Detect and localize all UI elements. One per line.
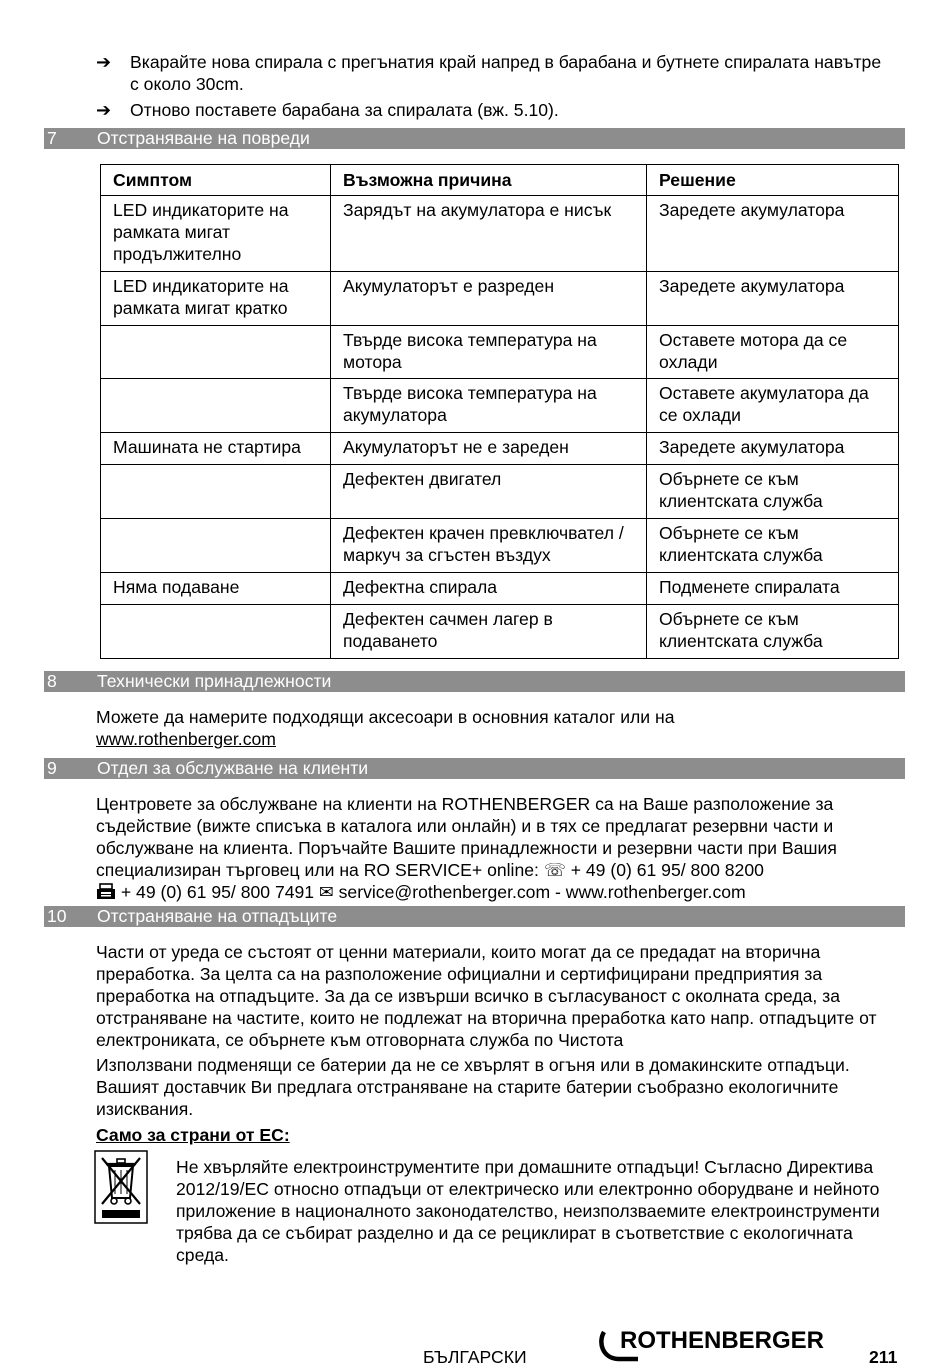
column-header: Възможна причина	[331, 165, 647, 196]
column-header: Симптом	[101, 165, 331, 196]
phone-icon: ☏	[543, 860, 566, 880]
table-cell: Заредете акумулатора	[647, 272, 899, 326]
page-number: 211	[869, 1347, 898, 1367]
fax-icon	[96, 883, 116, 905]
table-cell: Зарядът на акумулатора е нисък	[331, 196, 647, 272]
bullet-item	[96, 99, 886, 121]
table-cell: Заредете акумулатора	[647, 433, 899, 465]
email-and-website: service@rothenberger.com - www.rothenberger.com	[338, 882, 746, 902]
table-row	[101, 326, 899, 379]
accessories-text: Можете да намерите подходящи аксесоари в основния каталог или на	[96, 707, 675, 727]
rothenberger-website-link[interactable]: www.rothenberger.com	[96, 729, 276, 749]
column-header: Решение	[647, 165, 899, 196]
battery-disposal-paragraph: Използвани подменящи се батерии да не се хвърлят в огъня или в домакинските отпадъци. Вашият доставчик Ви предлага отстраняване на старите батерии съобразно екологичните изисквания.	[96, 1055, 850, 1119]
table-cell: Няма подаване	[101, 573, 331, 605]
table-cell: Акумулаторът не е зареден	[331, 433, 647, 465]
table-cell	[101, 465, 331, 519]
table-row	[101, 379, 899, 433]
table-cell: Обърнете се към клиентската служба	[647, 605, 899, 659]
bullet-item	[96, 51, 886, 95]
table-header-row	[101, 165, 899, 196]
table-cell: Подменете спиралата	[647, 573, 899, 605]
weee-crossed-bin-icon	[94, 1150, 148, 1224]
table-row	[101, 272, 899, 326]
section-title: Технически принадлежности	[97, 671, 332, 691]
service-text: Центровете за обслужване на клиенти на ROTHENBERGER са на Ваше разположение за съдействие (вижте списъка в каталога или онлайн) и в тях се предлагат резервни части и обслужване на клиента. Поръчайте Вашите принадлежности и резервни части при Вашия специализиран търговец или на RO SERVICE+ online:	[96, 794, 837, 880]
footer-language: БЪЛГАРСКИ	[423, 1347, 527, 1367]
table-cell: Обърнете се към клиентската служба	[647, 519, 899, 573]
section-heading-accessories	[44, 671, 905, 692]
table-row	[101, 196, 899, 272]
table-cell: Твърде висока температура на акумулатора	[331, 379, 647, 433]
service-paragraph	[96, 793, 906, 905]
table-cell: Заредете акумулатора	[647, 196, 899, 272]
table-cell: Дефектна спирала	[331, 573, 647, 605]
section-number: 9	[47, 758, 57, 778]
section-heading-customer-service	[44, 758, 905, 779]
section-title: Отстраняване на отпадъците	[97, 906, 338, 926]
section-heading-troubleshooting	[44, 128, 905, 149]
table-cell: Оставете акумулатора да се охлади	[647, 379, 899, 433]
table-cell: Дефектен крачен превключвател / маркуч за сгъстен въздух	[331, 519, 647, 573]
section-number: 8	[47, 671, 57, 691]
rothenberger-logo	[598, 1326, 850, 1362]
table-row	[101, 465, 899, 519]
bullet-text: Вкарайте нова спирала с прегънатия край напред в барабана и бутнете спиралата навътре с около 30cm.	[130, 52, 882, 94]
table-row	[101, 573, 899, 605]
disposal-paragraph: Части от уреда се състоят от ценни материали, които могат да се предадат на вторична преработка. За целта са на разположение официални и сертифицирани предприятия за преработка на отпадъците. За да се извърши всичко в съгласуваност с околната среда, за отстраняване на частите, които не подлежат на вторична преработка като напр. отпадъците от електрониката, се обърнете към отговорната служба по Чистота	[96, 942, 877, 1050]
table-cell	[101, 605, 331, 659]
table-row	[101, 605, 899, 659]
table-cell	[101, 326, 331, 379]
eu-weee-text: Не хвърляйте електроинструментите при домашните отпадъци! Съгласно Директива 2012/19/ЕС относно отпадъци от електрическо или електронно оборудване и нейното приложение в националното законодателство, неизползваемите електроинструменти трябва да се събират разделно и да се рециклират в съответствие с екологичната среда.	[176, 1157, 880, 1265]
table-cell: LED индикаторите на рамката мигат продължително	[101, 196, 331, 272]
troubleshooting-table	[100, 164, 899, 659]
table-row	[101, 519, 899, 573]
phone-number: + 49 (0) 61 95/ 800 8200	[570, 860, 764, 880]
table-cell: Дефектен двигател	[331, 465, 647, 519]
eu-heading: Само за страни от ЕС:	[96, 1125, 290, 1145]
bullet-text: Отново поставете барабана за спиралата (вж. 5.10).	[130, 100, 559, 120]
fax-number: + 49 (0) 61 95/ 800 7491	[120, 882, 315, 902]
mail-icon: ✉	[318, 882, 334, 902]
table-cell: Дефектен сачмен лагер в подаването	[331, 605, 647, 659]
table-cell: Оставете мотора да се охлади	[647, 326, 899, 379]
section-heading-disposal	[44, 906, 905, 927]
table-cell: LED индикаторите на рамката мигат кратко	[101, 272, 331, 326]
section-number: 10	[47, 906, 67, 926]
arrow-icon: ➔	[96, 100, 112, 120]
table-cell: Твърде висока температура на мотора	[331, 326, 647, 379]
section-title: Отстраняване на повреди	[97, 128, 310, 148]
arrow-icon: ➔	[96, 52, 112, 72]
brand-wordmark: ROTHENBERGER	[620, 1327, 825, 1354]
table-cell: Акумулаторът е разреден	[331, 272, 647, 326]
section-number: 7	[47, 128, 57, 148]
table-cell: Машината не стартира	[101, 433, 331, 465]
accessories-paragraph	[96, 706, 906, 750]
section-title: Отдел за обслужване на клиенти	[97, 758, 369, 778]
table-cell	[101, 379, 331, 433]
table-row	[101, 433, 899, 465]
table-cell	[101, 519, 331, 573]
table-cell: Обърнете се към клиентската служба	[647, 465, 899, 519]
